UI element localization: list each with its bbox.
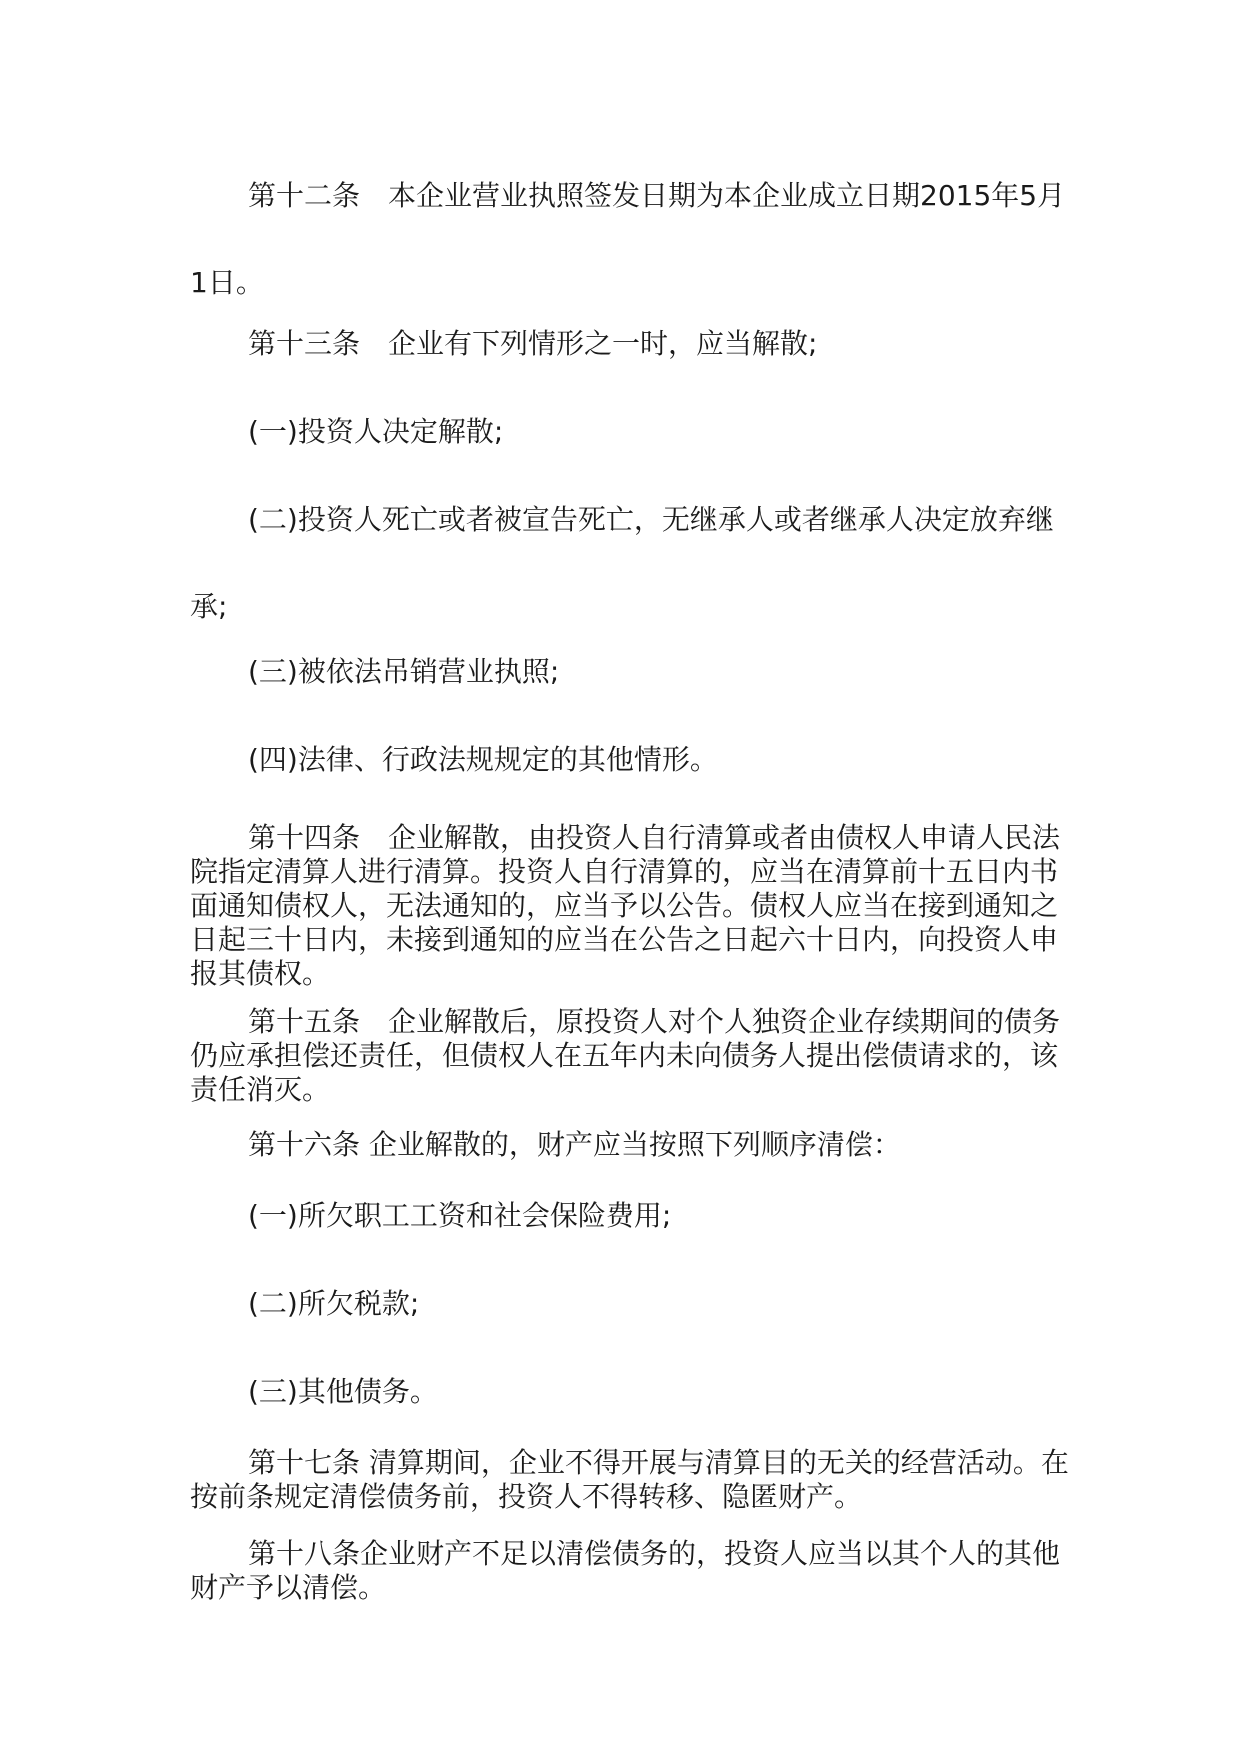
- article-16: 第十六条 企业解散的，财产应当按照下列顺序清偿：: [248, 1128, 901, 1161]
- article-13: 第十三条 企业有下列情形之一时，应当解散;: [248, 327, 818, 360]
- article-13-item-4: (四)法律、行政法规规定的其他情形。: [248, 743, 718, 776]
- article-16-item-1: (一)所欠职工工资和社会保险费用;: [248, 1199, 672, 1232]
- article-16-item-2: (二)所欠税款;: [248, 1287, 420, 1320]
- article-13-item-2: (二)投资人死亡或者被宣告死亡，无继承人或者继承人决定放弃继承;: [190, 503, 1054, 623]
- article-16-item-3: (三)其他债务。: [248, 1375, 438, 1408]
- article-14: 第十四条 企业解散，由投资人自行清算或者由债权人申请人民法院指定清算人进行清算。投资人自行清算的，应当在清算前十五日内书面通知债权人，无法通知的，应当予以公告。债权人应当在接到通知之日起三十日内，未接到通知的应当在公告之日起六十日内，向投资人申报其债权。: [190, 821, 1061, 990]
- article-12: 第十二条 本企业营业执照签发日期为本企业成立日期2015年5月1日。: [190, 179, 1066, 299]
- article-13-item-1: (一)投资人决定解散;: [248, 415, 504, 448]
- article-13-item-3: (三)被依法吊销营业执照;: [248, 655, 560, 688]
- article-15: 第十五条 企业解散后，原投资人对个人独资企业存续期间的债务仍应承担偿还责任，但债权人在五年内未向债务人提出偿债请求的，该责任消灭。: [190, 1005, 1061, 1106]
- article-18: 第十八条企业财产不足以清偿债务的，投资人应当以其个人的其他财产予以清偿。: [190, 1537, 1061, 1604]
- article-17: 第十七条 清算期间，企业不得开展与清算目的无关的经营活动。在按前条规定清偿债务前，投资人不得转移、隐匿财产。: [190, 1446, 1069, 1513]
